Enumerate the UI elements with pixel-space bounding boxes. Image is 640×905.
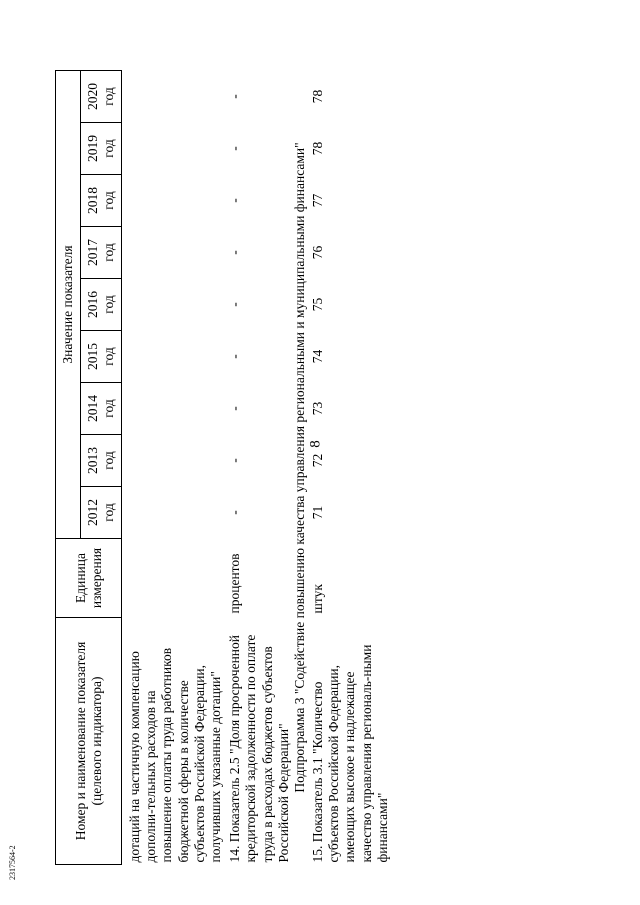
header-indicator-value: Значение показателя	[56, 71, 81, 539]
header-year-2014	[81, 383, 122, 435]
year-label: 2017	[85, 239, 101, 266]
value-2012: 71	[310, 505, 326, 520]
header-year-2020	[81, 71, 122, 123]
value-2014: -	[227, 406, 243, 411]
header-row-1	[56, 71, 81, 865]
value-2013: 72	[310, 453, 326, 468]
value-2012: -	[227, 510, 243, 515]
subprogram-title-cell	[292, 71, 308, 865]
year-label: 2019	[85, 135, 101, 162]
year-unit: год	[101, 451, 116, 470]
year-unit: год	[101, 87, 116, 106]
header-year-2013	[81, 435, 122, 487]
year-unit: год	[101, 243, 116, 262]
subprogram-title: Подпрограмма 3 "Содействие повышению качества управления региональными и муниципальными финансами"	[291, 142, 307, 793]
value-2019: -	[227, 146, 243, 151]
year-unit: год	[101, 295, 116, 314]
year-unit: год	[101, 191, 116, 210]
year-label: 2020	[85, 83, 101, 110]
header-indicator-name: Номер и наименование показателя (целевого индикатора)	[56, 618, 122, 865]
table-row-indicator-14	[224, 71, 292, 865]
value-2016: 75	[310, 297, 326, 312]
year-label: 2016	[85, 291, 101, 318]
value-2020: 78	[310, 89, 326, 104]
table-row-indicator-15	[308, 71, 391, 865]
table-header	[56, 71, 122, 865]
value-2017: 76	[310, 245, 326, 260]
header-unit: Единица измерения	[56, 539, 122, 618]
year-unit: год	[101, 139, 116, 158]
year-label: 2014	[85, 395, 101, 422]
indicator-unit: штук	[310, 584, 326, 614]
value-2018: -	[227, 198, 243, 203]
indicator-unit: процентов	[227, 553, 243, 614]
year-unit: год	[101, 399, 116, 418]
value-2015: -	[227, 354, 243, 359]
year-label: 2013	[85, 447, 101, 474]
value-2016: -	[227, 302, 243, 307]
year-label: 2012	[85, 499, 101, 526]
indicator-name: 14. Показатель 2.5 "Доля просроченной кредиторской задолженности по оплате труда в расходах бюджетов субъектов Российской Федерации"	[227, 634, 291, 863]
table-row-continuation	[122, 71, 225, 865]
header-year-2012	[81, 487, 122, 539]
year-unit: год	[101, 503, 116, 522]
year-unit: год	[101, 347, 116, 366]
header-year-2016	[81, 279, 122, 331]
value-2019: 78	[310, 141, 326, 156]
indicator-name-continued: дотаций на частичную компенсацию дополни-тельных расходов на повышение оплаты труда работников бюджетной сферы в количестве субъектов Российской Федерации, получивших указанные дотации"	[127, 647, 223, 863]
indicator-table-container	[55, 70, 575, 865]
value-2014: 73	[310, 401, 326, 416]
value-2013: -	[227, 458, 243, 463]
table-body	[122, 71, 392, 865]
header-year-2015	[81, 331, 122, 383]
header-year-2018	[81, 175, 122, 227]
document-code: 2317564-2	[8, 845, 17, 880]
table-row-subprogram	[292, 71, 308, 865]
year-label: 2018	[85, 187, 101, 214]
header-year-2017	[81, 227, 122, 279]
value-2018: 77	[310, 193, 326, 208]
page-number: 8	[307, 440, 324, 448]
year-label: 2015	[85, 343, 101, 370]
value-2020: -	[227, 94, 243, 99]
value-2017: -	[227, 250, 243, 255]
value-2015: 74	[310, 349, 326, 364]
header-year-2019	[81, 123, 122, 175]
indicator-name: 15. Показатель 3.1 "Количество субъектов Российской Федерации, имеющих высокое и надлежащее качество управления региональ-ными финансами"	[310, 644, 390, 863]
indicator-table	[55, 70, 391, 865]
